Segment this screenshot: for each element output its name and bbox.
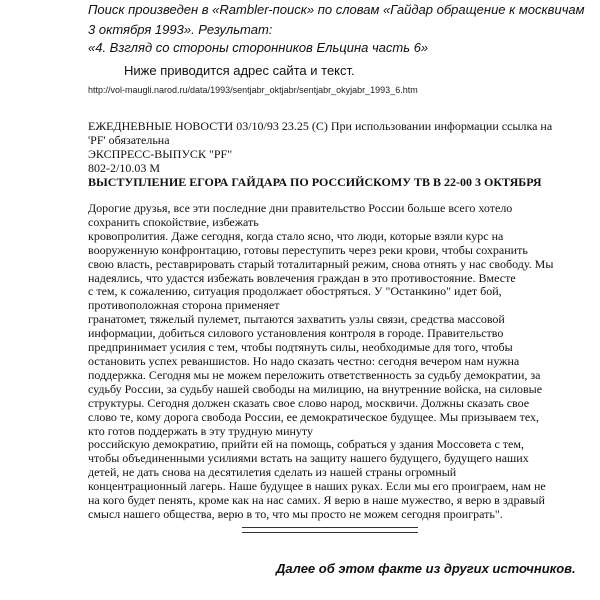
section-divider — [242, 527, 418, 533]
body-line: слово те, кому дорога свобода России, ее демократическое будущее. Мы призываем тех, — [88, 409, 539, 424]
speech-body — [88, 202, 588, 522]
body-line: свою власть, реставрировать старый тоталитарный режим, снова отнять у нас свободу. Мы — [88, 256, 554, 271]
news-header-line: 'PF' обязательна — [88, 133, 170, 147]
body-line: информации, добиться силового установления контроля в городе. Правительство — [88, 326, 504, 341]
body-line: поддержка. Сегодня мы не можем переложить ответственность за судьбу демократии, за — [88, 367, 541, 382]
body-line: сохранить спокойствие, избежать — [88, 214, 259, 229]
intro-line-1: Поиск произведен в «Rambler-поиск» по словам «Гайдар обращение к москвичам — [88, 2, 585, 17]
body-line: вооруженную конфронтацию, готовы переступить через реки крови, чтобы сохранить — [88, 242, 528, 257]
intro-text — [88, 0, 588, 40]
body-line: чтобы объединенными усилиями встать на защиту нашего будущего, будущего наших — [88, 451, 529, 466]
body-line: Дорогие друзья, все эти последние дни правительство России больше всего хотело — [88, 201, 513, 215]
body-line: надеялись, что удастся избежать вовлечения граждан в это противостояние. Вместе — [88, 270, 516, 285]
body-line: с тем, к сожалению, ситуация продолжает обостряться. У "Останкино" идет бой, — [88, 284, 502, 299]
news-header-line: 802-2/10.03 М — [88, 161, 160, 175]
body-line: концентрационный лагерь. Наше будущее в наших руках. Если мы его проиграем, нам не — [88, 479, 546, 494]
speech-headline: ВЫСТУПЛЕНИЕ ЕГОРА ГАЙДАРА ПО РОССИЙСКОМУ ТВ В 22-00 3 ОКТЯБРЯ — [88, 175, 542, 189]
body-line: кровопролития. Даже сегодня, когда стало ясно, что люди, которые взяли курс на — [88, 228, 504, 243]
body-line: структуры. Сегодня должен сказать свое слово народ, москвичи. Должны сказать свое — [88, 395, 530, 410]
body-line: кто готов поддержать в эту трудную минуту — [88, 423, 314, 438]
body-line: смысл нашего общества, верю в то, что мы просто не можем сегодня проиграть". — [88, 506, 503, 521]
intro-result-title: «4. Взгляд со стороны сторонников Ельцина часть 6» — [88, 40, 429, 55]
news-header-line: ЭКСПРЕСС-ВЫПУСК "PF" — [88, 147, 233, 161]
body-line: российскую демократию, прийти ей на помощь, собраться у здания Моссовета с тем, — [88, 437, 524, 452]
intro-line-2: 3 октября 1993». Результат: — [88, 22, 273, 37]
body-line: гранатомет, тяжелый пулемет, пытаются захватить узлы связи, средства массовой — [88, 312, 505, 327]
news-header-line: ЕЖЕДНЕВНЫЕ НОВОСТИ 03/10/93 23.25 (С) При использовании информации ссылка на — [88, 119, 553, 133]
body-line: предпринимает усилия с тем, чтобы подтянуть силы, необходимые для того, чтобы — [88, 340, 513, 355]
body-line: судьбу России, за судьбу нашей свободы на милицию, на внутренние войска, на силовые — [88, 381, 543, 396]
body-line: остановить успех реваншистов. Но надо сказать честно: сегодня вечером нам нужна — [88, 353, 520, 368]
intro-note: Ниже приводится адрес сайта и текст. — [124, 63, 355, 78]
body-line: детей, не дать снова на десятилетия сделать из нашей страны огромный — [88, 465, 457, 480]
source-url[interactable]: http://vol-maugli.narod.ru/data/1993/sentjabr_oktjabr/sentjabr_okyjabr_1993_6.htm — [88, 85, 418, 95]
body-line: на кого будет пенять, кроме как на нас самих. Я верю в наше мужество, я верю в здравый — [88, 493, 545, 508]
footer-note: Далее об этом факте из других источников. — [276, 561, 576, 576]
body-line: противоположная сторона применяет — [88, 298, 280, 313]
news-header — [88, 119, 588, 189]
